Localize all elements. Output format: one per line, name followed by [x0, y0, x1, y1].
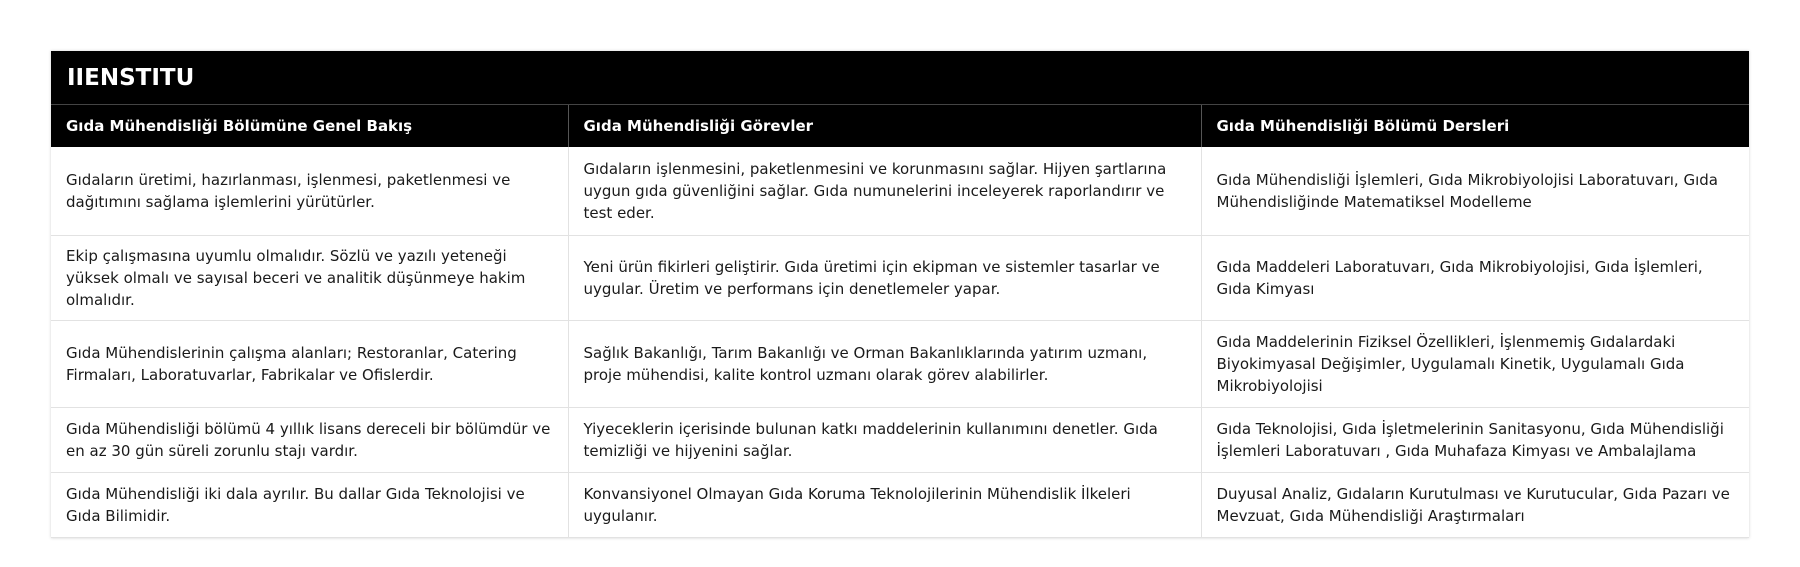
table-cell: Gıda Maddeleri Laboratuvarı, Gıda Mikrobiyolojisi, Gıda İşlemleri, Gıda Kimyası [1201, 235, 1749, 320]
column-header-duties: Gıda Mühendisliği Görevler [568, 105, 1201, 147]
table-cell: Gıda Teknolojisi, Gıda İşletmelerinin Sanitasyonu, Gıda Mühendisliği İşlemleri Laboratuvarı , Gıda Muhafaza Kimyası ve Ambalajlama [1201, 407, 1749, 472]
table-cell: Gıda Mühendisliği bölümü 4 yıllık lisans dereceli bir bölümdür ve en az 30 gün süreli zorunlu stajı vardır. [51, 407, 568, 472]
table-cell: Duyusal Analiz, Gıdaların Kurutulması ve Kurutucular, Gıda Pazarı ve Mevzuat, Gıda Mühendisliği Araştırmaları [1201, 472, 1749, 537]
table-row [51, 320, 1749, 407]
comparison-table [51, 105, 1749, 538]
table-row [51, 407, 1749, 472]
table-cell: Gıda Mühendisliği iki dala ayrılır. Bu dallar Gıda Teknolojisi ve Gıda Bilimidir. [51, 472, 568, 537]
table-cell: Sağlık Bakanlığı, Tarım Bakanlığı ve Orman Bakanlıklarında yatırım uzmanı, proje mühendisi, kalite kontrol uzmanı olarak görev alabilirler. [568, 320, 1201, 407]
table-cell: Ekip çalışmasına uyumlu olmalıdır. Sözlü ve yazılı yeteneği yüksek olmalı ve sayısal beceri ve analitik düşünmeye hakim olmalıdır. [51, 235, 568, 320]
table-cell: Gıda Maddelerinin Fiziksel Özellikleri, İşlenmemiş Gıdalardaki Biyokimyasal Değişimler, Uygulamalı Kinetik, Uygulamalı Gıda Mikrobiyolojisi [1201, 320, 1749, 407]
table-cell: Gıda Mühendisliği İşlemleri, Gıda Mikrobiyolojisi Laboratuvarı, Gıda Mühendisliğinde Matematiksel Modelleme [1201, 147, 1749, 235]
table-cell: Gıdaların işlenmesini, paketlenmesini ve korunmasını sağlar. Hijyen şartlarına uygun gıda güvenliğini sağlar. Gıda numunelerini inceleyerek raporlandırır ve test eder. [568, 147, 1201, 235]
table-row [51, 472, 1749, 537]
table-row [51, 147, 1749, 235]
table-cell: Gıdaların üretimi, hazırlanması, işlenmesi, paketlenmesi ve dağıtımını sağlama işlemlerini yürütürler. [51, 147, 568, 235]
table-title: IIENSTITU [51, 51, 1749, 105]
column-header-courses: Gıda Mühendisliği Bölümü Dersleri [1201, 105, 1749, 147]
table-cell: Yeni ürün fikirleri geliştirir. Gıda üretimi için ekipman ve sistemler tasarlar ve uygular. Üretim ve performans için denetlemeler yapar. [568, 235, 1201, 320]
table-cell: Konvansiyonel Olmayan Gıda Koruma Teknolojilerinin Mühendislik İlkeleri uygulanır. [568, 472, 1201, 537]
table-cell: Yiyeceklerin içerisinde bulunan katkı maddelerinin kullanımını denetler. Gıda temizliği ve hijyenini sağlar. [568, 407, 1201, 472]
comparison-table-card [51, 51, 1749, 538]
table-cell: Gıda Mühendislerinin çalışma alanları; Restoranlar, Catering Firmaları, Laboratuvarlar, Fabrikalar ve Ofislerdir. [51, 320, 568, 407]
column-header-overview: Gıda Mühendisliği Bölümüne Genel Bakış [51, 105, 568, 147]
table-header-row [51, 105, 1749, 147]
table-row [51, 235, 1749, 320]
